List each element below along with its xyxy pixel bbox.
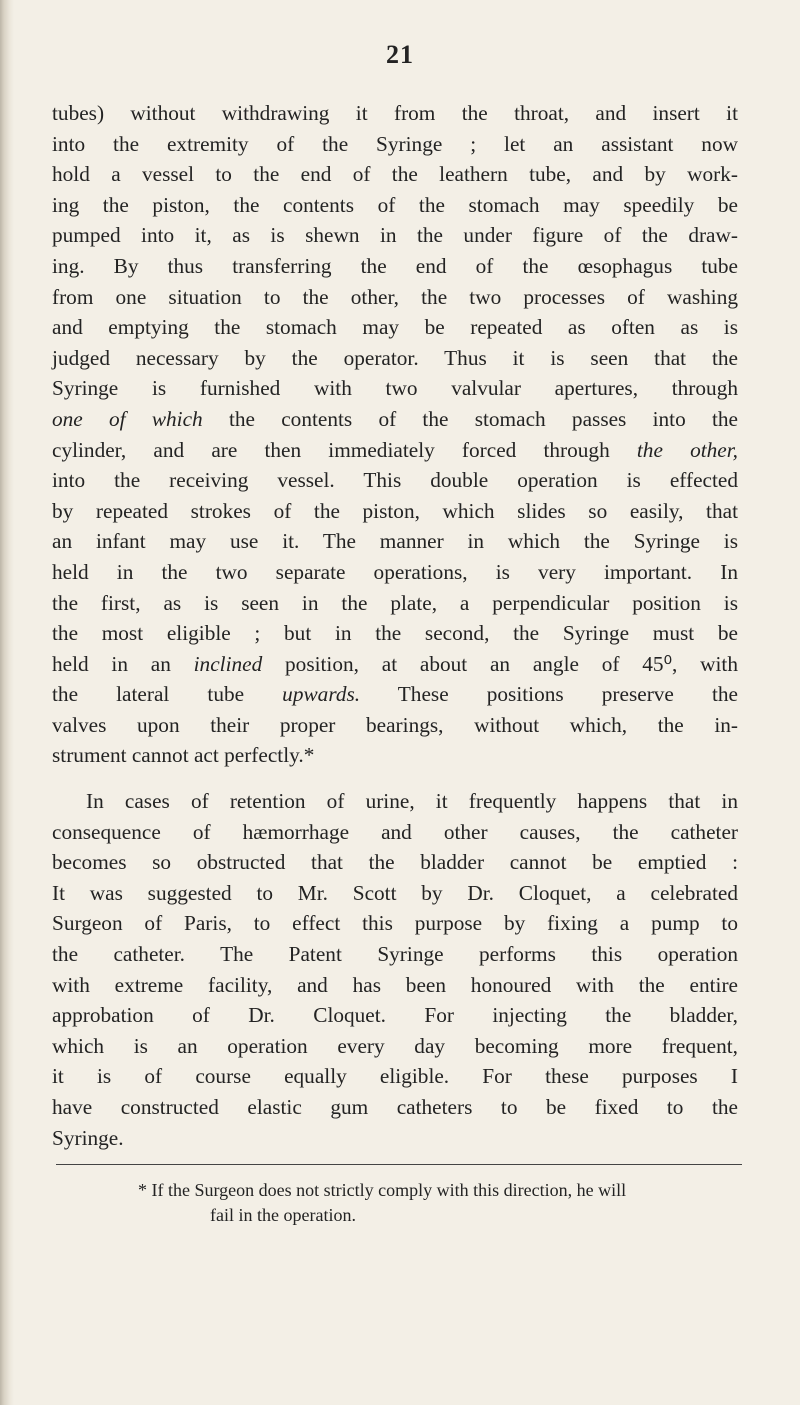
text-line: It was suggested to Mr. Scott by Dr. Cloquet, a celebrated xyxy=(52,880,738,905)
footnote xyxy=(52,1178,742,1228)
text-line: one of which the contents of the stomach passes into the xyxy=(52,406,738,431)
text-line: into the extremity of the Syringe ; let an assistant now xyxy=(52,131,738,156)
emphasis: one of which xyxy=(52,406,203,431)
text-line: into the receiving vessel. This double operation is effected xyxy=(52,468,738,493)
text-line: judged necessary by the operator. Thus it is seen that the xyxy=(52,345,738,370)
text-line: becomes so obstructed that the bladder cannot be emptied : xyxy=(52,850,738,875)
text-line: strument cannot act perfectly.* xyxy=(52,743,315,768)
text-line: In cases of retention of urine, it frequently happens that in xyxy=(86,789,738,813)
emphasis: upwards. xyxy=(282,682,361,707)
text-line: ing the piston, the contents of the stomach may speedily be xyxy=(52,192,738,217)
text-line: hold a vessel to the end of the leathern tube, and by work- xyxy=(52,162,738,187)
text-line: Syringe is furnished with two valvular apertures, through xyxy=(52,376,738,401)
text-line: cylinder, and are then immediately forced through the other, xyxy=(52,437,738,462)
text-line: it is of course equally eligible. For these purposes I xyxy=(52,1064,738,1089)
text-line: the first, as is seen in the plate, a perpendicular position is xyxy=(52,590,738,615)
text-line: tubes) without withdrawing it from the throat, and insert it xyxy=(52,101,738,125)
footnote-divider xyxy=(56,1164,742,1165)
emphasis: inclined xyxy=(193,651,263,676)
text-line: by repeated strokes of the piston, which slides so easily, that xyxy=(52,498,738,523)
text-line: the most eligible ; but in the second, the Syringe must be xyxy=(52,621,738,646)
text-line: with extreme facility, and has been honoured with the entire xyxy=(52,972,738,997)
text-line: pumped into it, as is shewn in the under figure of the draw- xyxy=(52,223,738,248)
text-line: the catheter. The Patent Syringe performs this operation xyxy=(52,941,738,966)
text-line: Syringe. xyxy=(52,1125,124,1150)
text-line: consequence of hæmorrhage and other causes, the catheter xyxy=(52,819,738,844)
text-line: approbation of Dr. Cloquet. For injecting the bladder, xyxy=(52,1003,738,1028)
text-line: Surgeon of Paris, to effect this purpose by fixing a pump to xyxy=(52,911,738,936)
text-line: which is an operation every day becoming more frequent, xyxy=(52,1033,738,1058)
text-line: from one situation to the other, the two processes of washing xyxy=(52,284,738,309)
emphasis: the other, xyxy=(636,437,738,462)
paragraph-1 xyxy=(52,98,738,771)
text-line: held in an inclined position, at about an angle of 45⁰, with xyxy=(52,651,739,676)
footnote-line: * If the Surgeon does not strictly comply with this direction, he will xyxy=(138,1180,627,1200)
text-line: ing. By thus transferring the end of the œsophagus tube xyxy=(52,253,738,278)
paragraph-2 xyxy=(52,786,738,1153)
text-line: held in the two separate operations, is very important. In xyxy=(52,559,738,584)
text-line: have constructed elastic gum catheters to be fixed to the xyxy=(52,1094,738,1119)
text-line: an infant may use it. The manner in which the Syringe is xyxy=(52,529,738,554)
text-line: valves upon their proper bearings, without which, the in- xyxy=(52,712,738,737)
page-left-edge-shadow xyxy=(0,0,14,1405)
footnote-line: fail in the operation. xyxy=(210,1205,356,1225)
text-line: the lateral tube upwards. These positions preserve the xyxy=(52,682,739,707)
page-number: 21 xyxy=(386,40,414,69)
text-line: and emptying the stomach may be repeated as often as is xyxy=(52,315,738,340)
